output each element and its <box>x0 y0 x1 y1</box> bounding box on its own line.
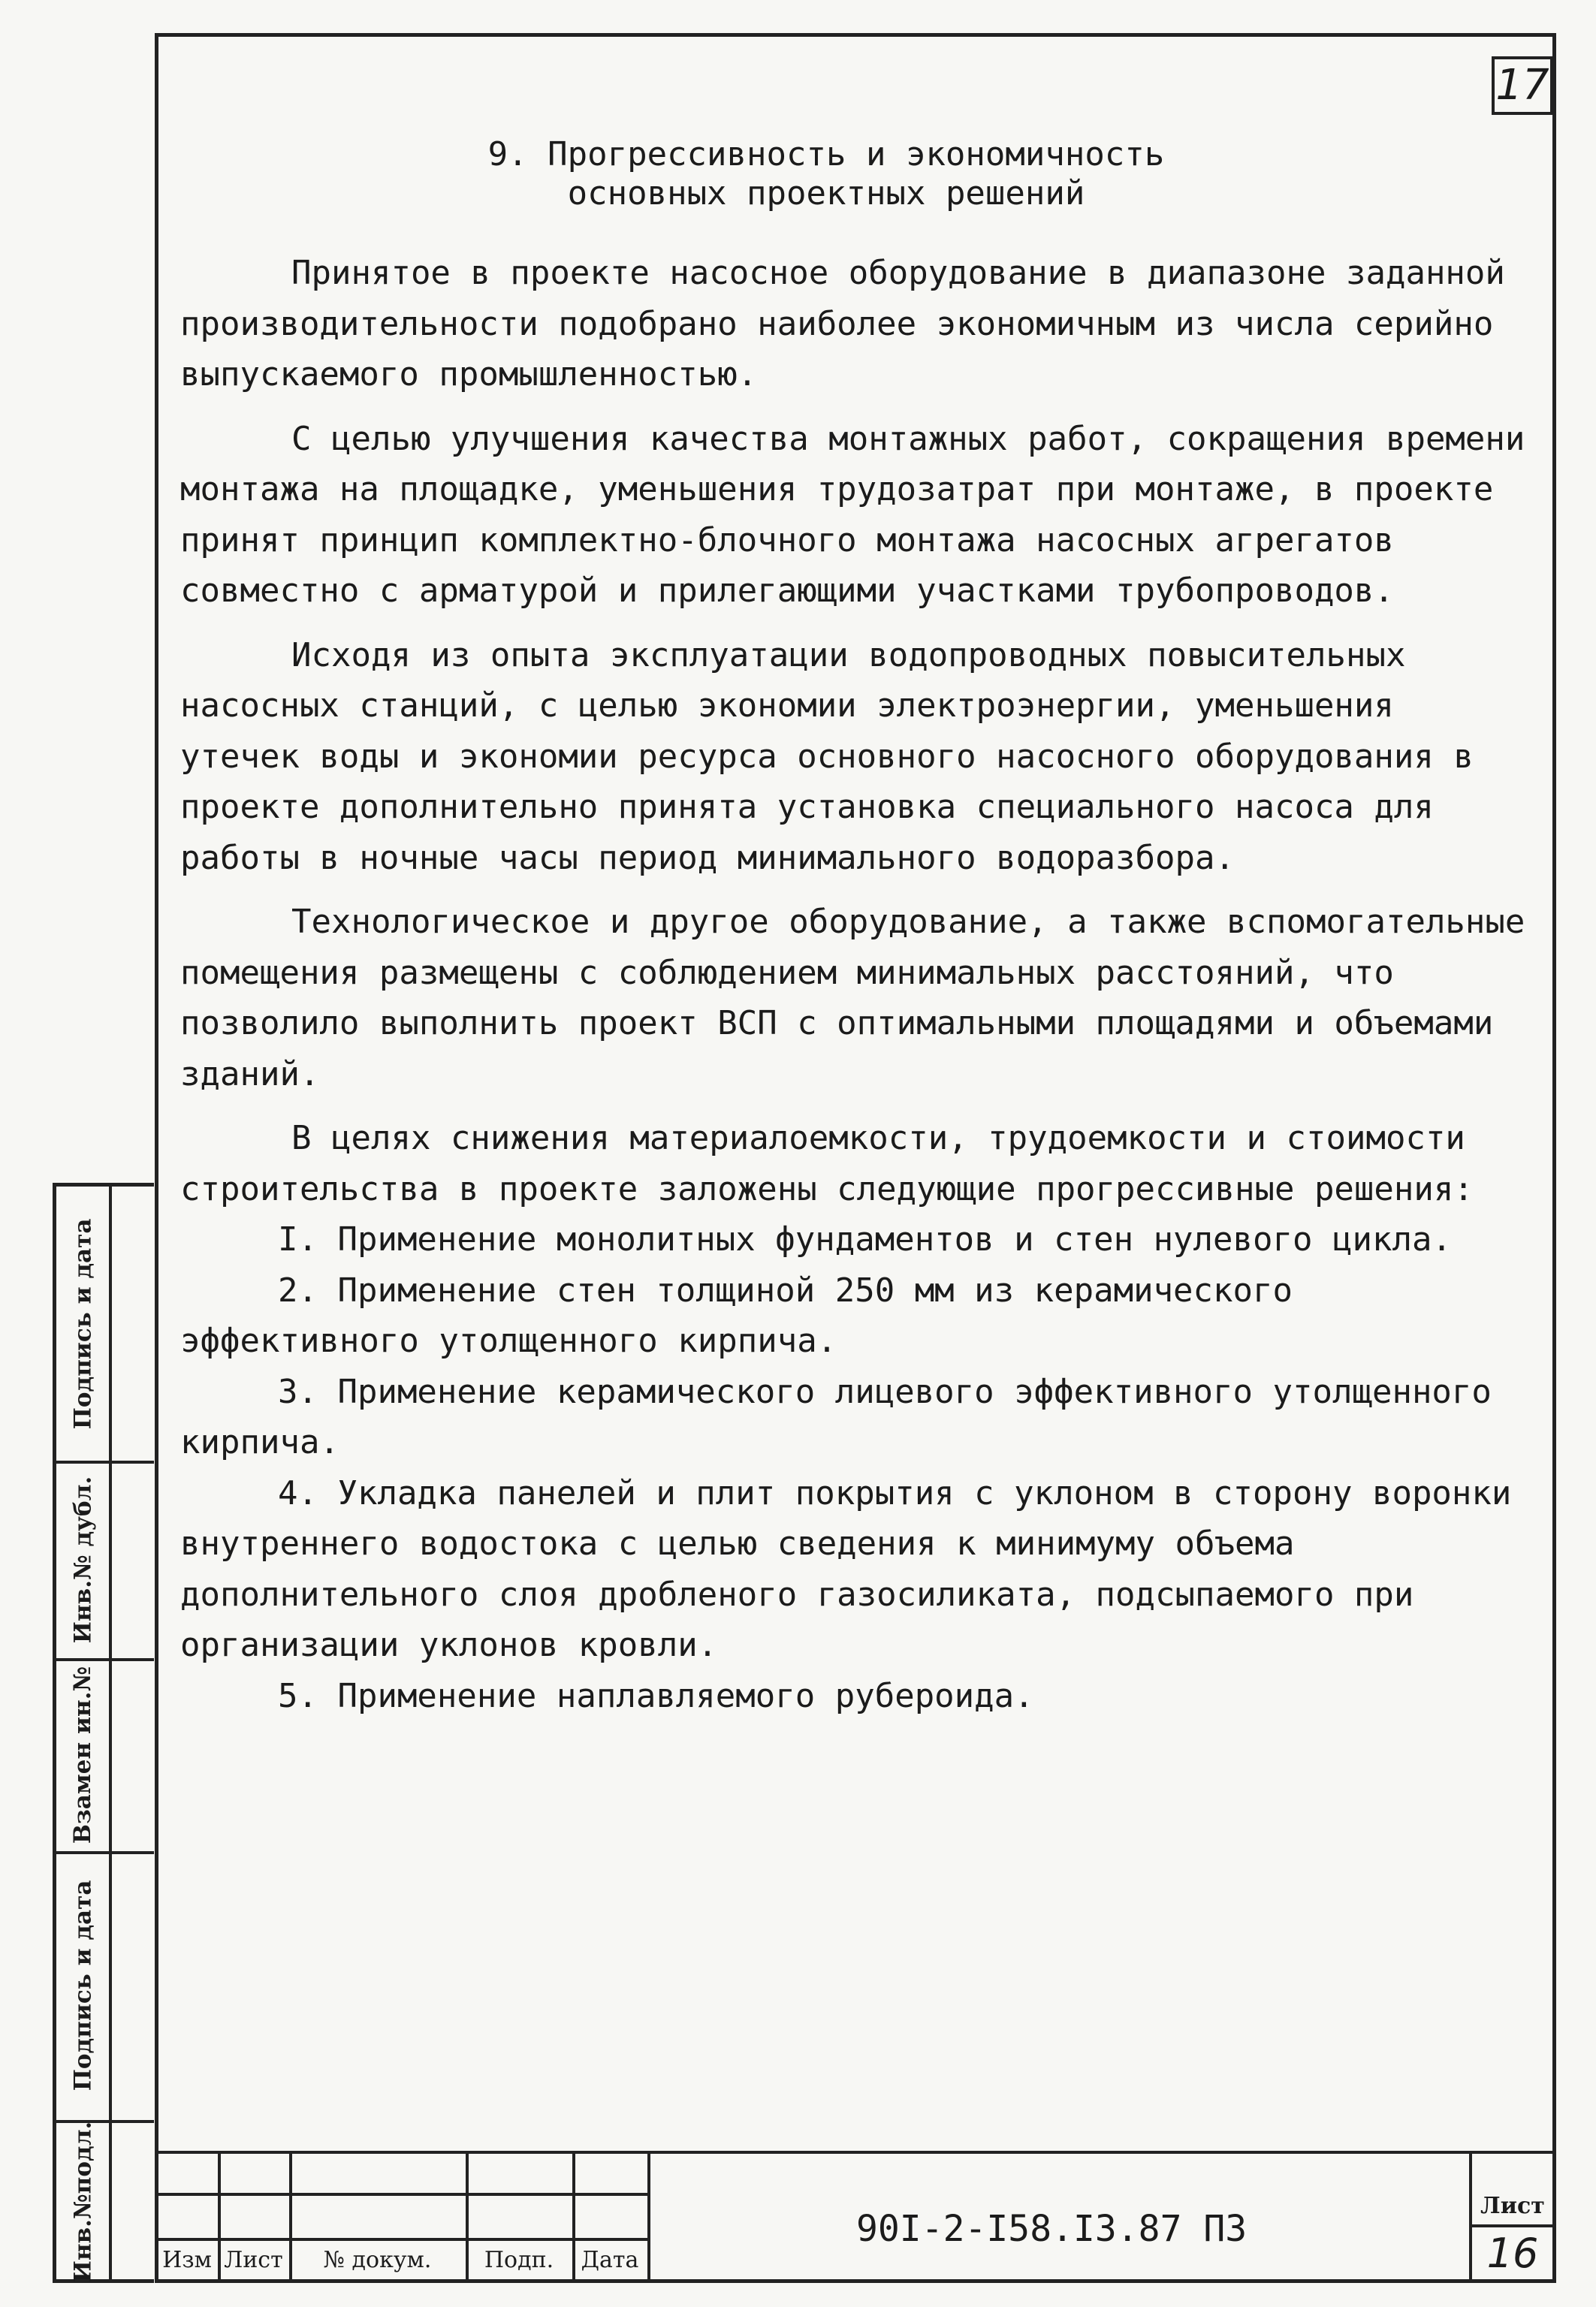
margin-stamp-column-line <box>109 1187 112 2279</box>
section-title-line2: основных проектных решений <box>567 174 1085 213</box>
margin-field-signature-date-2: Подпись и дата <box>69 1880 96 2091</box>
paragraph: Исходя из опыта эксплуатации водопроводных повысительных насосных станций, с целью экономии электроэнергии, уменьшения утечек воды и экономии ресурса основного насосного оборудования в проекте дополнительно принята установка специального насоса для работы в ночные часы период минимального водоразбора. <box>180 635 1474 877</box>
title-block-doc-number: № докум. <box>323 2247 432 2273</box>
page-corner-number: 17 <box>1492 56 1553 115</box>
margin-field-replaces-inv: Взамен ин.№ <box>69 1666 96 1844</box>
paragraph: С целью улучшения качества монтажных работ, сокращения времени монтажа на площадке, уменьшения трудозатрат при монтаже, в проекте принят принцип комплектно-блочного монтажа насосных агрегатов совместно с арматурой и прилегающими участками трубопроводов. <box>180 419 1525 610</box>
list-item: 5. Применение наплавляемого рубероида. <box>278 1676 1034 1715</box>
margin-field-signature-date: Подпись и дата <box>69 1218 96 1429</box>
sheet-label: Лист <box>1480 2193 1545 2219</box>
document-code: 90I-2-I58.I3.87 ПЗ <box>856 2208 1248 2250</box>
paragraph: Принятое в проекте насосное оборудование в диапазоне заданной производительности подобрано наиболее экономичным из числа серийно выпускаемого промышленностью. <box>180 254 1505 394</box>
list-item: 2. Применение стен толщиной 250 мм из керамического эффективного утолщенного кирпича. <box>180 1271 1293 1360</box>
paragraph: Технологическое и другое оборудование, а также вспомогательные помещения размещены с соблюдением минимальных расстояний, что позволило выполнить проект ВСП с оптимальными площадями и объемами зданий. <box>180 903 1525 1093</box>
margin-field-inv-orig: Инв.№подл. <box>69 2121 96 2282</box>
margin-stamp <box>53 1183 154 2283</box>
title-block-izm: Изм <box>162 2247 212 2273</box>
list-item: 3. Применение керамического лицевого эффективного утолщенного кирпича. <box>180 1372 1492 1461</box>
paragraph: В целях снижения материалоемкости, трудоемкости и стоимости строительства в проекте заложены следующие прогрессивные решения: <box>180 1119 1474 1208</box>
section-title-line1: 9. Прогрессивность и экономичность <box>487 135 1165 173</box>
list-item: 4. Укладка панелей и плит покрытия с уклоном в сторону воронки внутреннего водостока с целью сведения к минимуму объема дополнительного слоя дробленого газосиликата, подсыпаемого при организации уклонов кровли. <box>180 1473 1512 1664</box>
section-title <box>451 135 1202 213</box>
title-block-signature: Подп. <box>484 2247 554 2273</box>
title-block-top-line <box>155 2151 1556 2154</box>
margin-field-inv-dupl: Инв.№ дубл. <box>69 1476 97 1643</box>
title-block-date: Дата <box>581 2247 639 2273</box>
title-block-col-line <box>647 2151 650 2283</box>
list-item: I. Применение монолитных фундаментов и стен нулевого цикла. <box>278 1220 1452 1259</box>
sheet-number: 16 <box>1486 2230 1539 2277</box>
document-body <box>180 248 1532 1721</box>
title-block-list: Лист <box>224 2247 283 2273</box>
